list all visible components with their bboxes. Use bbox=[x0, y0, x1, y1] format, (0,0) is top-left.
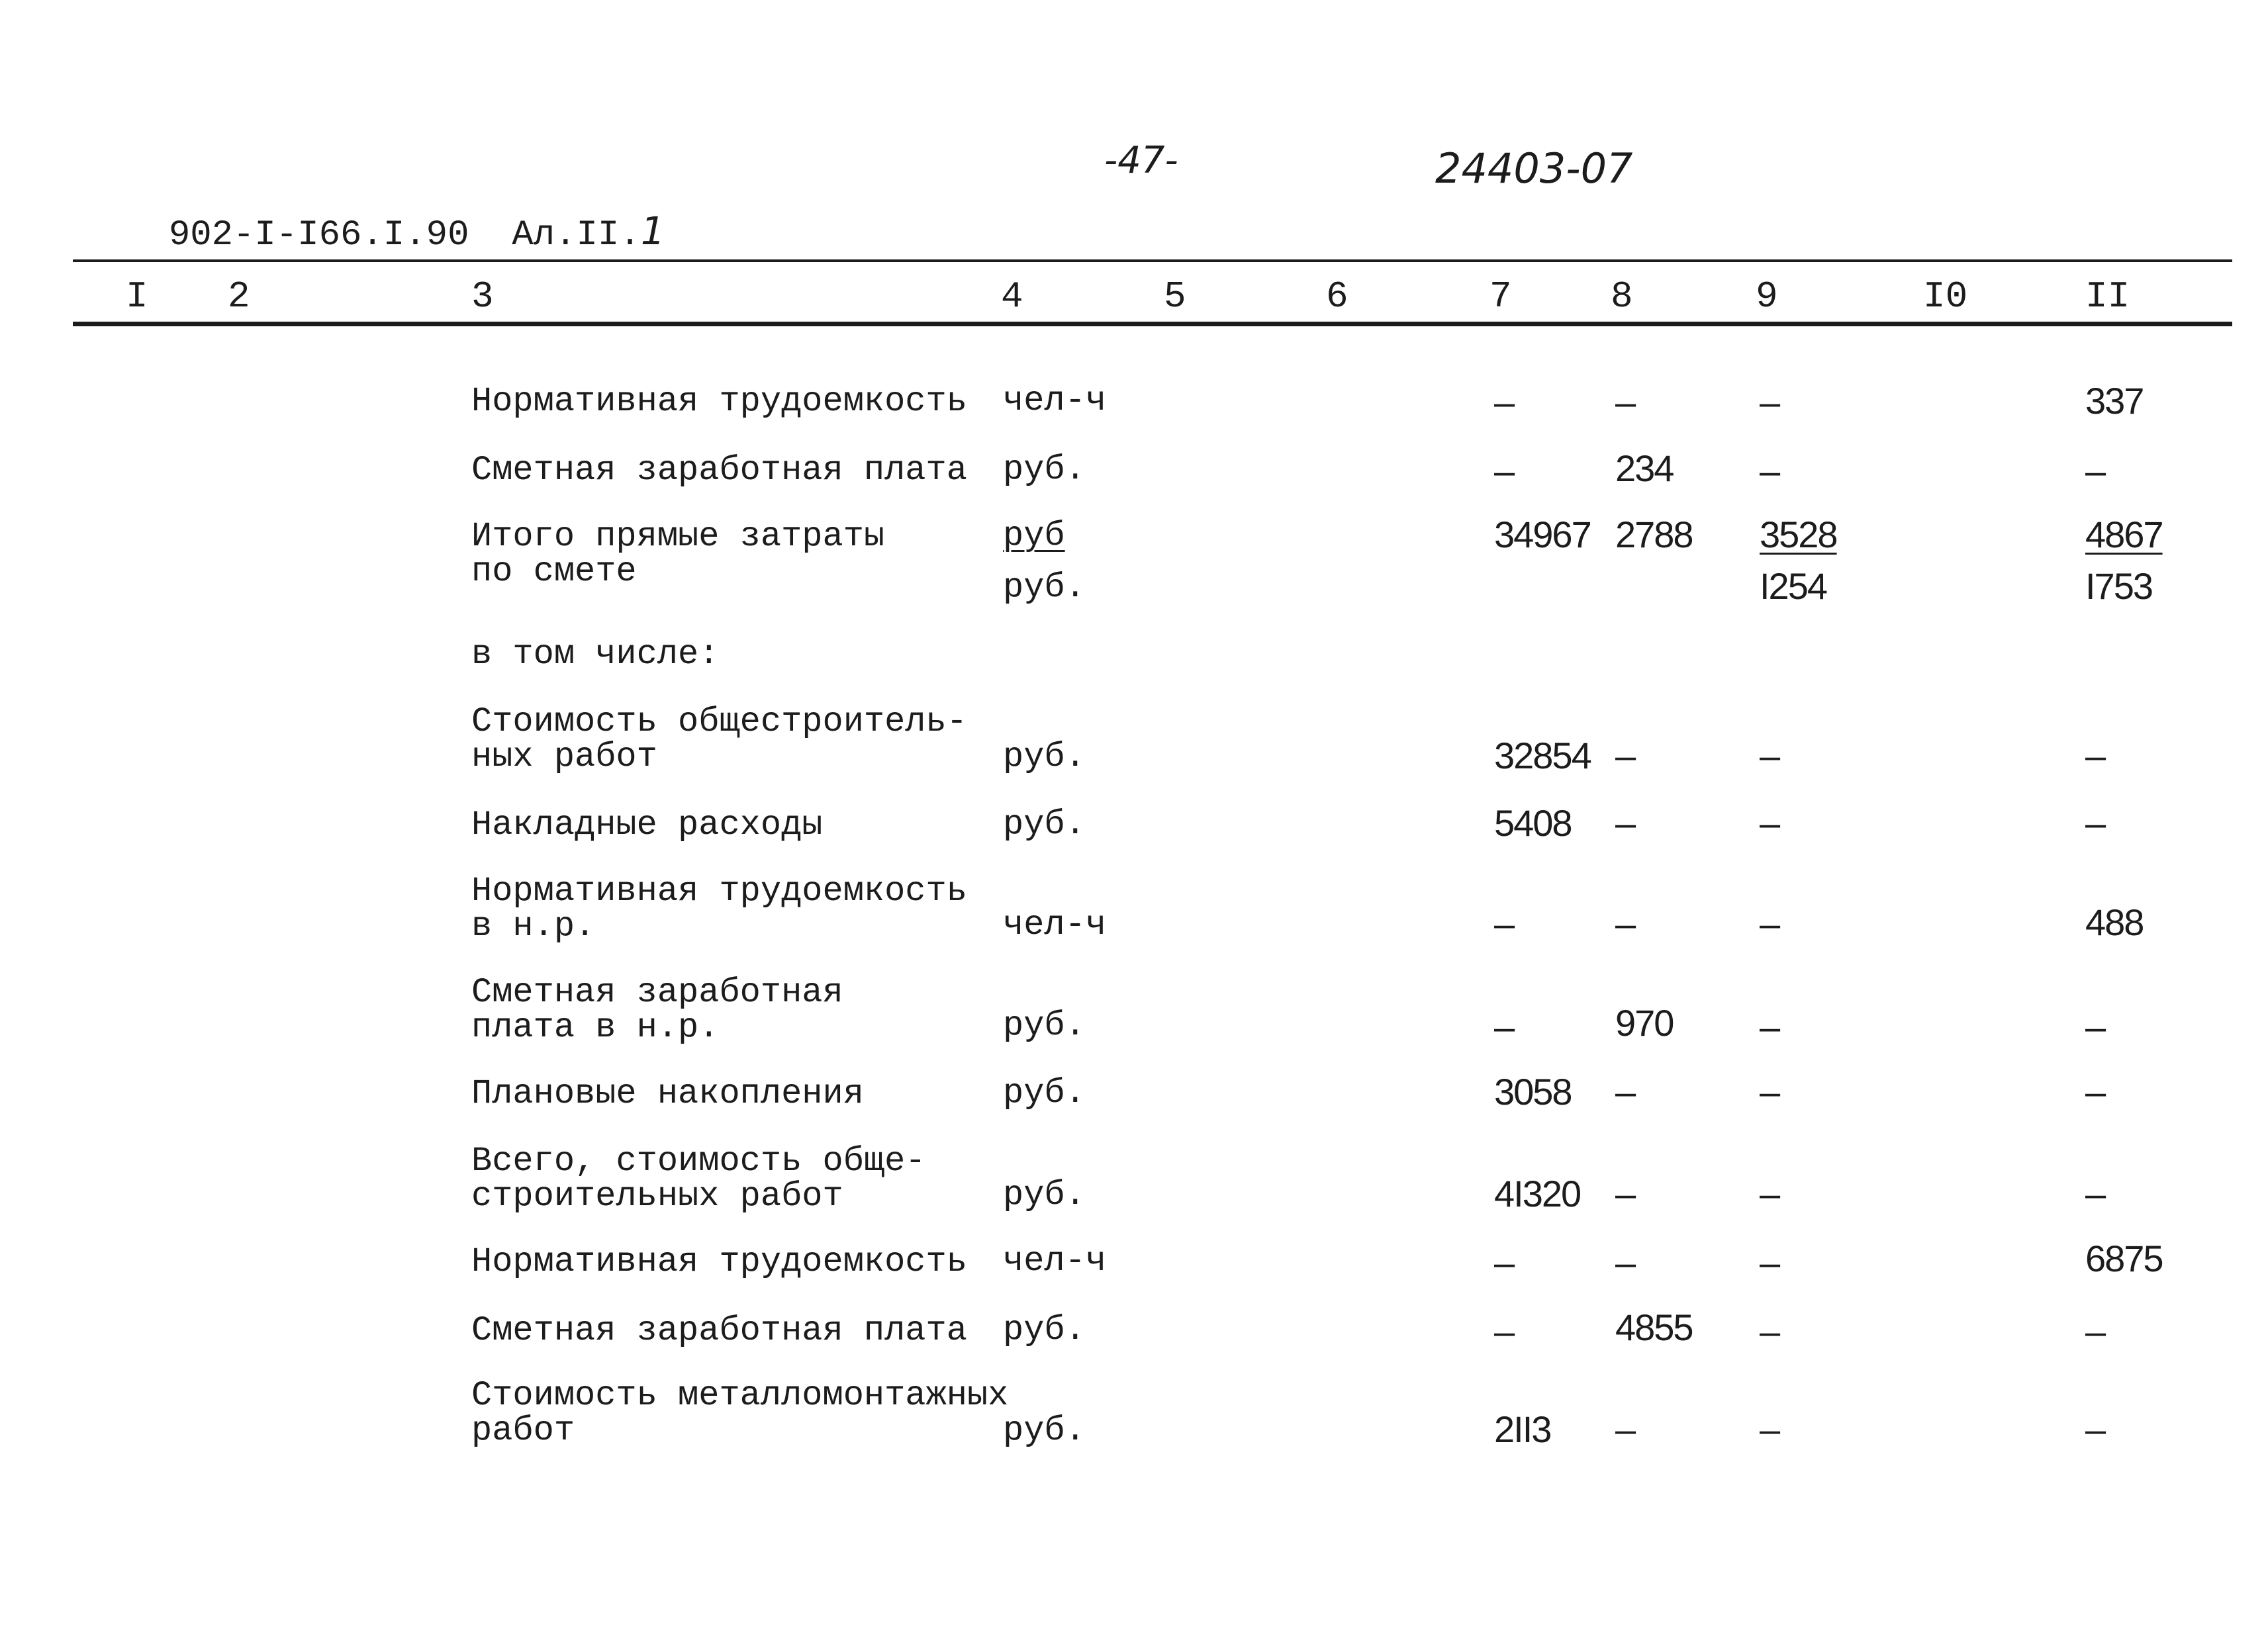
row-col9-secondary: I254 bbox=[1760, 565, 1826, 607]
row-label: Плановые накопления bbox=[471, 1074, 864, 1113]
row-col9: – bbox=[1760, 802, 1779, 844]
row-col7: – bbox=[1494, 450, 1514, 492]
row-label: Стоимость общестроитель- ных работ bbox=[471, 702, 967, 776]
row-col7: 5408 bbox=[1494, 802, 1572, 844]
row-col8: – bbox=[1615, 1071, 1635, 1113]
row-col7: 34967 bbox=[1494, 514, 1591, 555]
row-unit: чел-ч bbox=[1003, 381, 1107, 420]
row-col8: 4855 bbox=[1615, 1306, 1693, 1348]
row-col7: 4I320 bbox=[1494, 1173, 1581, 1214]
column-header-9: 9 bbox=[1756, 275, 1778, 318]
row-col9: – bbox=[1760, 1310, 1779, 1352]
row-col8: – bbox=[1615, 1242, 1635, 1283]
row-col8: – bbox=[1615, 1408, 1635, 1450]
row-label: Итого прямые затраты по смете bbox=[471, 517, 885, 591]
row-col8: – bbox=[1615, 735, 1635, 776]
column-header-11: II bbox=[2085, 275, 2130, 318]
row-unit: чел-ч bbox=[1003, 1242, 1107, 1281]
row-col7: 2II3 bbox=[1494, 1408, 1551, 1450]
row-col7: 3058 bbox=[1494, 1071, 1572, 1113]
row-col11: 4867 bbox=[2085, 514, 2163, 555]
table-header-bottom-rule bbox=[73, 322, 2232, 326]
row-col11: – bbox=[2085, 1310, 2105, 1352]
row-col8: 970 bbox=[1615, 1002, 1674, 1044]
row-label: Сметная заработная плата bbox=[471, 1311, 967, 1350]
row-col7: – bbox=[1494, 381, 1514, 423]
row-col11: 337 bbox=[2085, 380, 2144, 422]
document-code-handwritten-suffix: 1 bbox=[640, 208, 665, 253]
row-label: Нормативная трудоемкость bbox=[471, 382, 967, 421]
row-unit: руб bbox=[1003, 516, 1065, 555]
row-unit: руб. bbox=[1003, 737, 1086, 776]
row-col11: – bbox=[2085, 1408, 2105, 1450]
row-col8: – bbox=[1615, 903, 1635, 944]
column-header-10: I0 bbox=[1923, 275, 1968, 318]
row-col11: – bbox=[2085, 1071, 2105, 1113]
row-unit: руб. bbox=[1003, 1310, 1086, 1349]
row-unit: руб. bbox=[1003, 1006, 1086, 1045]
row-label: Всего, стоимость обще- строительных работ bbox=[471, 1142, 926, 1216]
row-label: Накладные расходы bbox=[471, 805, 823, 844]
row-col9: – bbox=[1760, 381, 1779, 423]
row-col7: – bbox=[1494, 1310, 1514, 1352]
row-col7: 32854 bbox=[1494, 735, 1591, 776]
row-col7: – bbox=[1494, 1242, 1514, 1283]
row-col11: 488 bbox=[2085, 901, 2144, 943]
row-col11-secondary: I753 bbox=[2085, 565, 2152, 607]
row-col9: – bbox=[1760, 1408, 1779, 1450]
row-col9: – bbox=[1760, 903, 1779, 944]
row-unit: руб. bbox=[1003, 450, 1086, 489]
archive-number: 24403-07 bbox=[1435, 144, 1633, 193]
row-label: Нормативная трудоемкость в н.р. bbox=[471, 872, 967, 946]
row-col7: – bbox=[1494, 1006, 1514, 1048]
row-unit: чел-ч bbox=[1003, 905, 1107, 944]
row-col9: 3528 bbox=[1760, 514, 1837, 555]
column-header-4: 4 bbox=[1001, 275, 1023, 318]
row-label: Нормативная трудоемкость bbox=[471, 1242, 967, 1281]
row-col11: – bbox=[2085, 802, 2105, 844]
row-col7: – bbox=[1494, 903, 1514, 944]
row-unit: руб. bbox=[1003, 1175, 1086, 1214]
row-col11: 6875 bbox=[2085, 1238, 2163, 1279]
row-col9: – bbox=[1760, 1071, 1779, 1113]
column-header-3: 3 bbox=[471, 275, 494, 318]
row-unit: руб. bbox=[1003, 1411, 1086, 1450]
table-top-rule bbox=[73, 259, 2232, 262]
row-col9: – bbox=[1760, 450, 1779, 492]
row-unit: руб. bbox=[1003, 805, 1086, 844]
row-label: в том числе: bbox=[471, 635, 720, 674]
row-col8: – bbox=[1615, 381, 1635, 423]
document-code-text: 902-I-I66.I.90 Ал.II. bbox=[168, 215, 641, 255]
column-header-7: 7 bbox=[1489, 275, 1512, 318]
row-col8: – bbox=[1615, 802, 1635, 844]
row-col11: – bbox=[2085, 450, 2105, 492]
column-header-8: 8 bbox=[1611, 275, 1633, 318]
row-col11: – bbox=[2085, 1173, 2105, 1214]
row-unit: руб. bbox=[1003, 1073, 1086, 1113]
row-col8: 234 bbox=[1615, 447, 1674, 489]
row-col8: – bbox=[1615, 1173, 1635, 1214]
column-header-6: 6 bbox=[1326, 275, 1348, 318]
row-col9: – bbox=[1760, 735, 1779, 776]
row-col9: – bbox=[1760, 1006, 1779, 1048]
row-unit-secondary: руб. bbox=[1003, 568, 1086, 607]
column-header-2: 2 bbox=[228, 275, 250, 318]
row-col9: – bbox=[1760, 1173, 1779, 1214]
row-col11: – bbox=[2085, 735, 2105, 776]
page-number: -47- bbox=[1104, 139, 1178, 182]
row-col9: – bbox=[1760, 1242, 1779, 1283]
row-col11: – bbox=[2085, 1006, 2105, 1048]
row-label: Стоимость металломонтажных работ bbox=[471, 1376, 1009, 1450]
document-code bbox=[126, 176, 665, 253]
row-label: Сметная заработная плата bbox=[471, 451, 967, 490]
row-col8: 2788 bbox=[1615, 514, 1693, 555]
row-label: Сметная заработная плата в н.р. bbox=[471, 973, 843, 1047]
column-header-1: I bbox=[126, 275, 148, 318]
column-header-5: 5 bbox=[1164, 275, 1186, 318]
